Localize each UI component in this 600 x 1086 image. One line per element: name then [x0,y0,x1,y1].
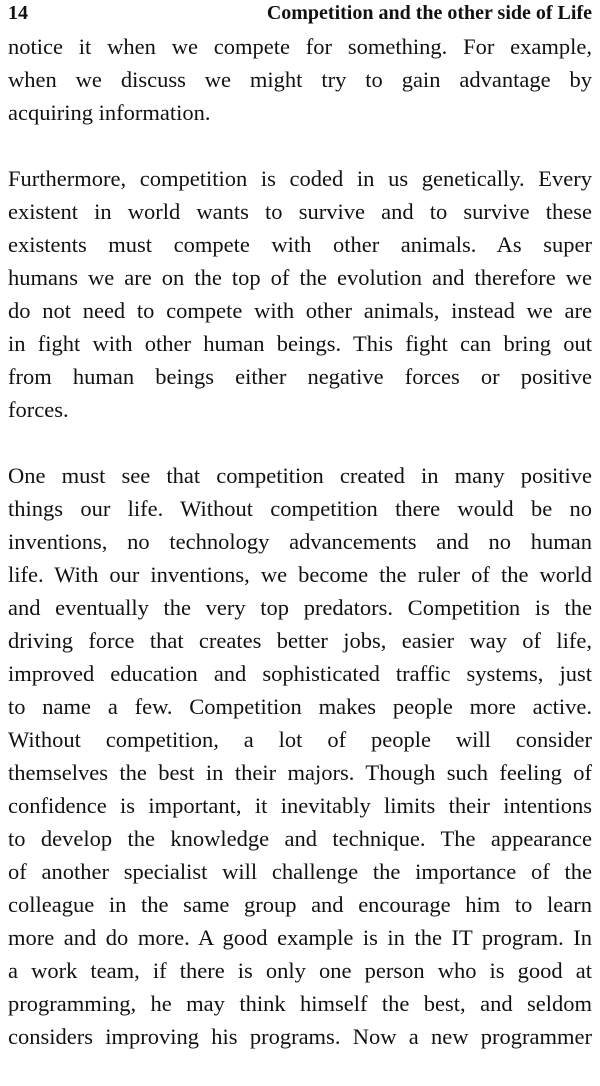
text-line: programming, he may think himself the best, and seldom [8,991,592,1016]
text-line: improved education and sophisticated traffic systems, just [8,661,592,686]
paragraph [8,30,592,129]
text-line: from human beings either negative forces or positive [8,364,592,389]
text-line: to develop the knowledge and technique. The appearance [8,826,592,851]
text-line: acquiring information. [8,100,211,125]
text-line: inventions, no technology advancements and no human [8,529,592,554]
text-line: existents must compete with other animals. As super [8,232,592,257]
text-line: colleague in the same group and encourage him to learn [8,892,592,917]
text-line: driving force that creates better jobs, easier way of life, [8,628,592,653]
running-title: Competition and the other side of Life [266,2,592,24]
text-line: to name a few. Competition makes people more active. [8,694,592,719]
text-line: do not need to compete with other animals, instead we are [8,298,592,323]
text-line: considers improving his programs. Now a new programmer [8,1024,592,1049]
text-line: things our life. Without competition there would be no [8,496,592,521]
text-line: confidence is important, it inevitably limits their intentions [8,793,592,818]
text-line: when we discuss we might try to gain advantage by [8,67,592,92]
body-text [8,30,592,1086]
running-header [8,2,592,28]
text-line: a work team, if there is only one person who is good at [8,958,592,983]
text-line: One must see that competition created in many positive [8,463,592,488]
text-line: of another specialist will challenge the importance of the [8,859,592,884]
paragraph [8,162,592,426]
paragraph [8,459,592,1053]
text-line: Without competition, a lot of people will consider [8,727,592,752]
text-line: in fight with other human beings. This fight can bring out [8,331,592,356]
text-line: themselves the best in their majors. Though such feeling of [8,760,592,785]
text-line: existent in world wants to survive and to survive these [8,199,592,224]
text-line: forces. [8,397,69,422]
page-number: 14 [8,2,28,24]
text-line: more and do more. A good example is in the IT program. In [8,925,592,950]
text-line: life. With our inventions, we become the ruler of the world [8,562,592,587]
text-line: humans we are on the top of the evolution and therefore we [8,265,592,290]
text-line: Furthermore, competition is coded in us genetically. Every [8,166,592,191]
text-line: and eventually the very top predators. Competition is the [8,595,592,620]
text-line: notice it when we compete for something. For example, [8,34,592,59]
